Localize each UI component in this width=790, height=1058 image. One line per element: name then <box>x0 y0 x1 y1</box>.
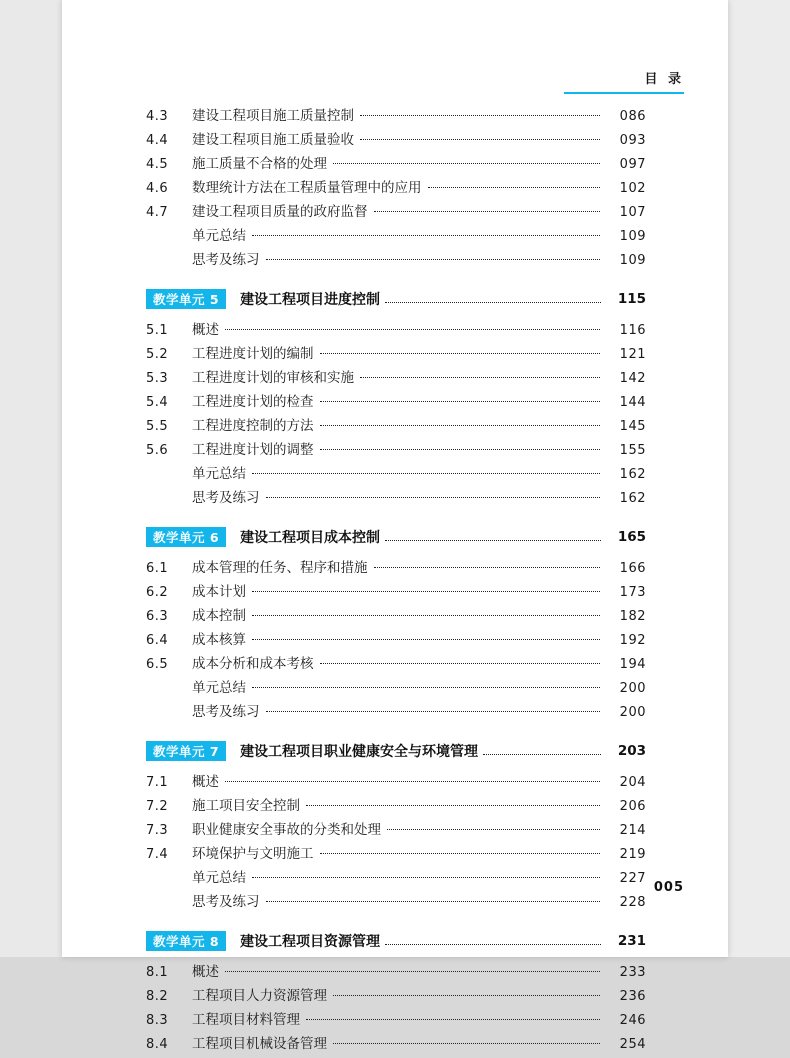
unit-badge: 教学单元 6 <box>146 527 226 547</box>
toc-entry-page: 204 <box>619 775 646 790</box>
toc-entry-number: 6.2 <box>146 585 169 600</box>
toc-entry-title: 工程进度计划的编制 <box>192 346 314 362</box>
unit-page: 231 <box>617 933 646 949</box>
dot-leader <box>320 441 601 454</box>
toc-entry[interactable] <box>146 960 646 984</box>
toc-entry[interactable] <box>146 866 646 890</box>
toc-entry-number: 4.6 <box>146 181 169 196</box>
toc-entry-number: 8.3 <box>146 1013 169 1028</box>
toc-entry[interactable] <box>146 342 646 366</box>
toc-unit-7 <box>146 736 646 914</box>
toc-entry-page: 086 <box>619 109 646 124</box>
table-of-contents <box>146 104 646 1058</box>
dot-leader <box>428 179 601 192</box>
toc-entry[interactable] <box>146 390 646 414</box>
dot-leader <box>333 1035 600 1048</box>
toc-unit-6 <box>146 522 646 724</box>
toc-entry-page: 102 <box>619 181 646 196</box>
toc-entry[interactable] <box>146 818 646 842</box>
toc-entry[interactable] <box>146 794 646 818</box>
toc-entry-page: 192 <box>619 633 646 648</box>
toc-group-continued <box>146 104 646 272</box>
toc-entry-number: 4.4 <box>146 133 169 148</box>
dot-leader <box>266 489 601 502</box>
toc-entry[interactable] <box>146 152 646 176</box>
dot-leader <box>306 797 600 810</box>
toc-entry-title: 建设工程项目施工质量验收 <box>192 132 354 148</box>
toc-entry-title: 概述 <box>192 774 219 790</box>
dot-leader <box>252 583 600 596</box>
unit-header[interactable] <box>146 284 646 314</box>
dot-leader <box>387 821 600 834</box>
dot-leader <box>252 607 600 620</box>
unit-title: 建设工程项目进度控制 <box>240 292 381 308</box>
dot-leader <box>266 251 601 264</box>
toc-entry[interactable] <box>146 628 646 652</box>
dot-leader <box>360 107 600 120</box>
toc-entry-page: 116 <box>619 323 646 338</box>
dot-leader <box>360 369 600 382</box>
toc-entry-page: 228 <box>619 895 646 910</box>
toc-entry-title: 成本分析和成本考核 <box>192 656 314 672</box>
toc-entry-number: 5.3 <box>146 371 169 386</box>
toc-entry-title: 职业健康安全事故的分类和处理 <box>192 822 381 838</box>
dot-leader <box>252 465 600 478</box>
toc-entry-page: 233 <box>619 965 646 980</box>
toc-entry[interactable] <box>146 580 646 604</box>
toc-entry-title: 工程项目人力资源管理 <box>192 988 327 1004</box>
toc-entry[interactable] <box>146 604 646 628</box>
toc-entry-number: 7.3 <box>146 823 169 838</box>
unit-page: 115 <box>617 291 646 307</box>
toc-entry[interactable] <box>146 770 646 794</box>
toc-entry-number: 6.3 <box>146 609 169 624</box>
dot-leader <box>252 679 600 692</box>
unit-header[interactable] <box>146 522 646 552</box>
toc-entry-number: 6.4 <box>146 633 169 648</box>
dot-leader <box>266 703 601 716</box>
toc-entry[interactable] <box>146 318 646 342</box>
toc-entry-title: 工程进度计划的调整 <box>192 442 314 458</box>
dot-leader <box>266 893 601 906</box>
dot-leader <box>360 131 600 144</box>
dot-leader <box>225 963 600 976</box>
toc-entry-title: 工程项目材料管理 <box>192 1012 300 1028</box>
toc-entry-page: 142 <box>619 371 646 386</box>
toc-entry[interactable] <box>146 652 646 676</box>
unit-badge: 教学单元 8 <box>146 931 226 951</box>
toc-entry[interactable] <box>146 462 646 486</box>
toc-unit-5 <box>146 284 646 510</box>
dot-leader <box>225 773 600 786</box>
toc-entry-number: 8.1 <box>146 965 169 980</box>
toc-entry-number: 6.5 <box>146 657 169 672</box>
toc-entry[interactable] <box>146 366 646 390</box>
toc-entry-number: 4.5 <box>146 157 169 172</box>
toc-entry-page: 227 <box>619 871 646 886</box>
toc-entry[interactable] <box>146 556 646 580</box>
toc-entry-page: 236 <box>619 989 646 1004</box>
toc-entry-title: 工程进度计划的审核和实施 <box>192 370 354 386</box>
running-head-label: 目 录 <box>644 72 684 87</box>
dot-leader <box>333 155 600 168</box>
toc-entry-number: 7.4 <box>146 847 169 862</box>
toc-entry-page: 206 <box>619 799 646 814</box>
page-edge-right <box>728 0 790 957</box>
unit-title: 建设工程项目资源管理 <box>240 934 381 950</box>
unit-title: 建设工程项目成本控制 <box>240 530 381 546</box>
toc-entry-title: 单元总结 <box>192 680 246 696</box>
toc-entry-title: 环境保护与文明施工 <box>192 846 314 862</box>
toc-entry-page: 200 <box>619 681 646 696</box>
unit-title: 建设工程项目职业健康安全与环境管理 <box>240 744 479 760</box>
unit-header[interactable] <box>146 926 646 956</box>
toc-entry-title: 成本核算 <box>192 632 246 648</box>
toc-entry[interactable] <box>146 438 646 462</box>
dot-leader <box>306 1011 600 1024</box>
toc-entry[interactable] <box>146 200 646 224</box>
toc-entry-title: 建设工程项目质量的政府监督 <box>192 204 368 220</box>
toc-entry[interactable] <box>146 676 646 700</box>
toc-entry-page: 214 <box>619 823 646 838</box>
dot-leader <box>385 531 601 544</box>
toc-unit-8 <box>146 926 646 1056</box>
toc-entry[interactable] <box>146 224 646 248</box>
dot-leader <box>320 655 601 668</box>
toc-entry-page: 200 <box>619 705 646 720</box>
toc-entry-page: 121 <box>619 347 646 362</box>
toc-entry[interactable] <box>146 984 646 1008</box>
toc-entry-page: 162 <box>619 467 646 482</box>
running-head <box>564 72 684 94</box>
dot-leader <box>374 559 601 572</box>
toc-entry-title: 单元总结 <box>192 466 246 482</box>
toc-entry-number: 7.1 <box>146 775 169 790</box>
toc-entry-title: 成本控制 <box>192 608 246 624</box>
toc-entry-page: 107 <box>619 205 646 220</box>
unit-page: 203 <box>617 743 646 759</box>
toc-entry-title: 施工项目安全控制 <box>192 798 300 814</box>
toc-entry[interactable] <box>146 1032 646 1056</box>
unit-page: 165 <box>617 529 646 545</box>
toc-entry-page: 155 <box>619 443 646 458</box>
toc-entry-title: 思考及练习 <box>192 490 260 506</box>
toc-entry-title: 施工质量不合格的处理 <box>192 156 327 172</box>
toc-entry-number: 5.6 <box>146 443 169 458</box>
toc-entry-number: 5.4 <box>146 395 169 410</box>
toc-entry-page: 109 <box>619 253 646 268</box>
toc-entry-page: 182 <box>619 609 646 624</box>
unit-badge: 教学单元 7 <box>146 741 226 761</box>
toc-entry-title: 单元总结 <box>192 870 246 886</box>
dot-leader <box>333 987 600 1000</box>
dot-leader <box>374 203 601 216</box>
toc-entry-title: 建设工程项目施工质量控制 <box>192 108 354 124</box>
toc-entry-title: 成本计划 <box>192 584 246 600</box>
book-page <box>62 0 728 1052</box>
dot-leader <box>225 321 600 334</box>
toc-entry[interactable] <box>146 1008 646 1032</box>
toc-entry-title: 数理统计方法在工程质量管理中的应用 <box>192 180 422 196</box>
unit-badge: 教学单元 5 <box>146 289 226 309</box>
toc-entry-number: 8.4 <box>146 1037 169 1052</box>
toc-entry-number: 5.1 <box>146 323 169 338</box>
dot-leader <box>252 869 600 882</box>
toc-entry-title: 思考及练习 <box>192 894 260 910</box>
dot-leader <box>385 293 601 306</box>
toc-entry-title: 思考及练习 <box>192 252 260 268</box>
toc-entry[interactable] <box>146 890 646 914</box>
toc-entry-number: 8.2 <box>146 989 169 1004</box>
toc-entry-title: 概述 <box>192 322 219 338</box>
toc-entry-page: 097 <box>619 157 646 172</box>
running-head-rule <box>564 92 684 94</box>
page-number: 005 <box>653 880 684 895</box>
toc-entry[interactable] <box>146 486 646 510</box>
toc-entry-title: 单元总结 <box>192 228 246 244</box>
toc-entry-page: 145 <box>619 419 646 434</box>
toc-entry-page: 219 <box>619 847 646 862</box>
dot-leader <box>483 745 601 758</box>
toc-entry[interactable] <box>146 842 646 866</box>
dot-leader <box>320 417 601 430</box>
toc-entry-number: 4.7 <box>146 205 169 220</box>
toc-entry[interactable] <box>146 414 646 438</box>
toc-entry-number: 5.5 <box>146 419 169 434</box>
toc-entry[interactable] <box>146 176 646 200</box>
dot-leader <box>385 935 601 948</box>
toc-entry-page: 093 <box>619 133 646 148</box>
toc-entry-page: 173 <box>619 585 646 600</box>
toc-entry-title: 工程进度计划的检查 <box>192 394 314 410</box>
toc-entry-title: 概述 <box>192 964 219 980</box>
toc-entry-page: 162 <box>619 491 646 506</box>
toc-entry-page: 254 <box>619 1037 646 1052</box>
toc-entry-title: 思考及练习 <box>192 704 260 720</box>
toc-entry-title: 工程进度控制的方法 <box>192 418 314 434</box>
toc-entry[interactable] <box>146 104 646 128</box>
toc-entry[interactable] <box>146 248 646 272</box>
toc-entry-number: 6.1 <box>146 561 169 576</box>
toc-entry-page: 109 <box>619 229 646 244</box>
toc-entry-page: 166 <box>619 561 646 576</box>
toc-entry-number: 7.2 <box>146 799 169 814</box>
toc-entry-number: 4.3 <box>146 109 169 124</box>
toc-entry[interactable] <box>146 700 646 724</box>
toc-entry-page: 194 <box>619 657 646 672</box>
dot-leader <box>320 345 601 358</box>
toc-entry-title: 成本管理的任务、程序和措施 <box>192 560 368 576</box>
dot-leader <box>320 393 601 406</box>
toc-entry-number: 5.2 <box>146 347 169 362</box>
toc-entry-title: 工程项目机械设备管理 <box>192 1036 327 1052</box>
toc-entry-page: 144 <box>619 395 646 410</box>
dot-leader <box>252 631 600 644</box>
dot-leader <box>320 845 601 858</box>
unit-header[interactable] <box>146 736 646 766</box>
page-edge-left <box>0 0 62 957</box>
toc-entry-page: 246 <box>619 1013 646 1028</box>
toc-entry[interactable] <box>146 128 646 152</box>
dot-leader <box>252 227 600 240</box>
